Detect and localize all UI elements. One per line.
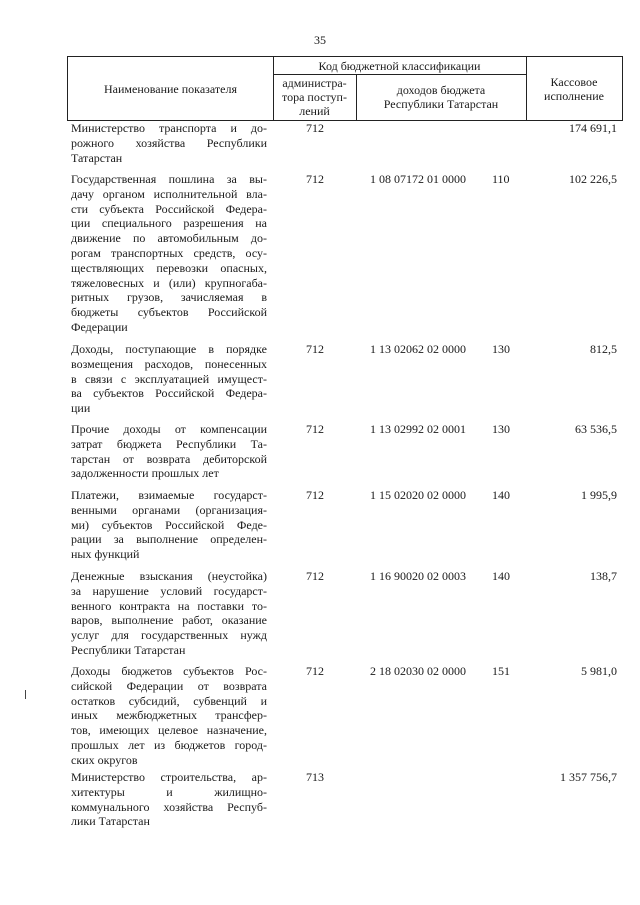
row-name-line: в связи с эксплуатацией имущест-	[71, 371, 267, 386]
row-indicator-name	[71, 664, 267, 768]
header-indicator-name: Наименование показателя	[104, 81, 237, 96]
row-name-line: ми) субъектов Российской Феде-	[71, 517, 267, 532]
row-name-line: лики Татарстан	[71, 814, 150, 829]
row-name-line: ва субъектов Российской Федера-	[71, 386, 267, 401]
header-income-line: доходов бюджета	[396, 83, 486, 97]
row-name-line: рожного хозяйства Республики	[71, 135, 267, 150]
row-indicator-name	[71, 172, 267, 335]
row-name-line: иных межбюджетных трансфер-	[71, 708, 267, 723]
row-amount: 63 536,5	[575, 422, 617, 436]
scan-mark	[25, 690, 26, 699]
row-code-type: 140	[492, 569, 510, 583]
row-indicator-name	[71, 569, 267, 658]
row-name-line: за нарушение условий государст-	[71, 583, 267, 598]
row-name-line: варов, выполнение работ, оказание	[71, 613, 267, 628]
row-name-line: рации за выполнение определен-	[71, 532, 267, 547]
row-name-line: сийской Федерации от возврата	[71, 678, 267, 693]
row-name-line: тяжеловесных и (или) крупногаба-	[71, 275, 267, 290]
row-name-line: прошлых лет из бюджетов город-	[71, 737, 267, 752]
row-name-line: дачу органом исполнительной вла-	[71, 186, 267, 201]
row-admin-code: 712	[306, 422, 324, 436]
header-admin	[273, 74, 356, 120]
row-admin-code: 712	[306, 569, 324, 583]
row-name-line: Платежи, взимаемые государст-	[71, 488, 267, 502]
row-name-line: Государственная пошлина за вы-	[71, 172, 267, 186]
row-income-code: 1 16 90020 02 0003	[370, 569, 466, 583]
table-header	[67, 56, 623, 121]
row-amount: 138,7	[590, 569, 617, 583]
page-number: 35	[314, 33, 326, 47]
row-income-code: 1 13 02992 02 0001	[370, 422, 466, 436]
row-name-line: ществляющих перевозки опасных,	[71, 260, 267, 275]
header-cash-line: исполнение	[544, 88, 604, 103]
row-name-line: тов, имеющих целевое назначение,	[71, 723, 267, 738]
row-name-line: возмещения расходов, понесенных	[71, 356, 267, 371]
row-name-line: сти субъекта Российской Федера-	[71, 201, 267, 216]
row-name-line: бюджеты субъектов Российской	[71, 305, 267, 320]
row-income-code: 1 13 02062 02 0000	[370, 342, 466, 356]
header-admin-line: лений	[299, 104, 330, 118]
row-indicator-name	[71, 770, 267, 829]
row-code-type: 110	[492, 172, 510, 186]
row-name-line: Министерство транспорта и до-	[71, 121, 267, 135]
row-income-code: 1 15 02020 02 0000	[370, 488, 466, 502]
row-code-type: 140	[492, 488, 510, 502]
row-name-line: ных функций	[71, 547, 140, 562]
header-admin-line: администра-	[282, 76, 347, 90]
row-admin-code: 712	[306, 342, 324, 356]
row-name-line: тарстан от возврата дебиторской	[71, 451, 267, 466]
row-amount: 812,5	[590, 342, 617, 356]
header-income	[356, 74, 526, 120]
row-admin-code: 712	[306, 121, 324, 135]
row-name-line: Министерство строительства, ар-	[71, 770, 267, 784]
row-admin-code: 712	[306, 488, 324, 502]
row-code-type: 151	[492, 664, 510, 678]
row-name-line: задолженности прошлых лет	[71, 466, 219, 481]
row-name-line: остатков субсидий, субвенций и	[71, 693, 267, 708]
row-name-line: хитектуры и жилищно-	[71, 784, 267, 799]
row-code-type: 130	[492, 342, 510, 356]
row-amount: 1 995,9	[581, 488, 617, 502]
header-code-group: Код бюджетной классификации	[318, 58, 481, 73]
row-name-line: Денежные взыскания (неустойка)	[71, 569, 267, 583]
row-amount: 5 981,0	[581, 664, 617, 678]
row-name-line: затрат бюджета Республики Та-	[71, 436, 267, 451]
row-name-line: Татарстан	[71, 150, 123, 165]
row-indicator-name	[71, 342, 267, 416]
row-indicator-name	[71, 488, 267, 562]
row-income-code: 1 08 07172 01 0000	[370, 172, 466, 186]
row-name-line: коммунального хозяйства Респуб-	[71, 799, 267, 814]
row-name-line: ции	[71, 401, 91, 416]
row-income-code: 2 18 02030 02 0000	[370, 664, 466, 678]
row-indicator-name	[71, 121, 267, 165]
row-name-line: ритных грузов, зачисляемая в	[71, 290, 267, 305]
row-name-line: ции специального разрешения на	[71, 216, 267, 231]
row-amount: 174 691,1	[569, 121, 617, 135]
row-amount: 102 226,5	[569, 172, 617, 186]
row-name-line: Республики Татарстан	[71, 642, 186, 657]
row-name-line: венными органами (организация-	[71, 502, 267, 517]
row-name-line: Доходы, поступающие в порядке	[71, 342, 267, 356]
row-name-line: рогам транспортных средств, осу-	[71, 245, 267, 260]
row-admin-code: 713	[306, 770, 324, 784]
row-name-line: Федерации	[71, 319, 128, 334]
row-amount: 1 357 756,7	[560, 770, 617, 784]
row-name-line: Доходы бюджетов субъектов Рос-	[71, 664, 267, 678]
header-cash-execution	[526, 57, 622, 120]
row-admin-code: 712	[306, 172, 324, 186]
header-income-line: Республики Татарстан	[383, 97, 499, 111]
row-name-line: движение по автомобильным до-	[71, 231, 267, 246]
row-name-line: венного контракта на поставки то-	[71, 598, 267, 613]
row-name-line: услуг для государственных нужд	[71, 628, 267, 643]
row-admin-code: 712	[306, 664, 324, 678]
header-cash-line: Кассовое	[550, 74, 598, 89]
row-code-type: 130	[492, 422, 510, 436]
row-indicator-name	[71, 422, 267, 481]
row-name-line: ских округов	[71, 752, 138, 767]
header-admin-line: тора поступ-	[282, 90, 347, 104]
row-name-line: Прочие доходы от компенсации	[71, 422, 267, 436]
